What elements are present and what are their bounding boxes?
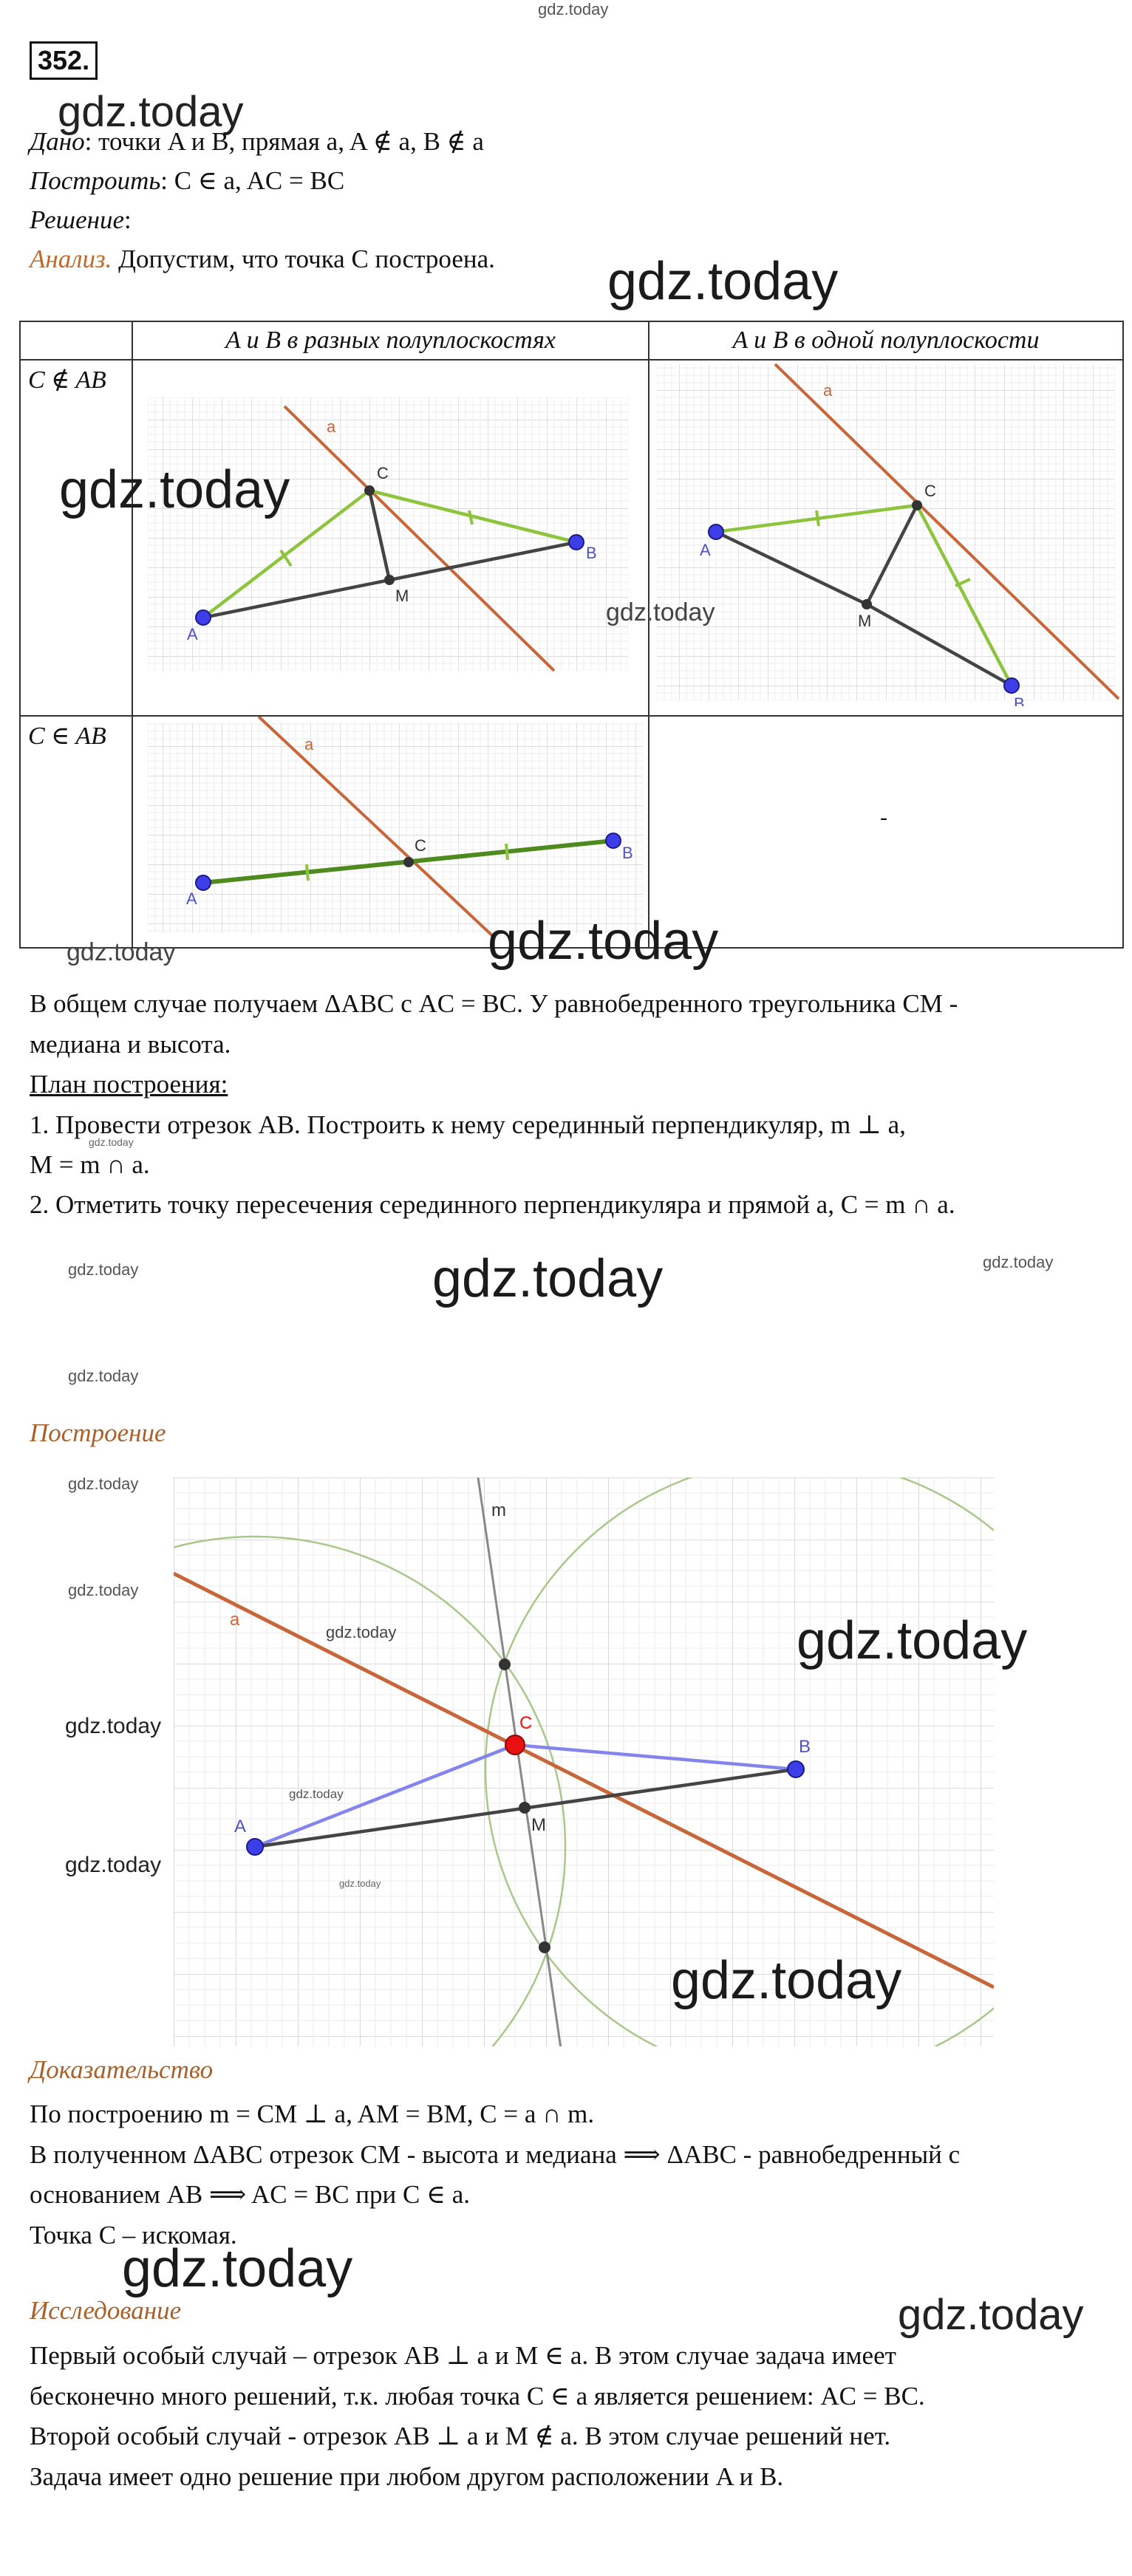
circle-intersection-bottom <box>539 1941 550 1953</box>
label-a-line: a <box>823 381 833 400</box>
watermark: gdz.today <box>607 252 839 311</box>
solution-colon: : <box>124 205 132 234</box>
watermark: gdz.today <box>339 1878 381 1889</box>
cell-same-halfplane <box>649 360 1123 716</box>
label-b: B <box>799 1737 811 1757</box>
proof-title: Доказательство <box>30 2055 214 2084</box>
watermark: gdz.today <box>983 1253 1054 1271</box>
plan-step2: 2. Отметить точку пересечения серединного перпендикуляра и прямой a, C = m ∩ a. <box>30 1190 955 1219</box>
point-m <box>384 575 395 585</box>
proof-line1: По построению m = CM ⊥ a, AM = BM, C = a ∩ m. <box>30 2100 595 2128</box>
empty-cell-mark: - <box>880 805 887 830</box>
construction-title: Построение <box>30 1418 166 1447</box>
construct-label: Построить <box>30 166 161 195</box>
label-m: M <box>395 587 409 605</box>
research-title: Исследование <box>30 2296 182 2325</box>
label-a-line: a <box>230 1610 240 1630</box>
point-a <box>196 610 211 625</box>
analysis-label: Анализ. <box>30 245 112 273</box>
given-label: Дано <box>30 127 85 156</box>
cell-diff-halfplanes <box>132 360 649 716</box>
label-b: B <box>622 844 633 862</box>
research-line1: Первый особый случай – отрезок AB ⊥ a и M ∈ a. В этом случае задача имеет <box>30 2341 896 2370</box>
tick-ac <box>307 864 308 881</box>
label-a: A <box>186 889 197 908</box>
label-a-line: a <box>304 735 314 754</box>
general-case-line1: В общем случае получаем ΔABC с AC = BC. У равнобедренного треугольника CM - <box>30 989 958 1018</box>
watermark: gdz.today <box>432 1249 664 1308</box>
label-a: A <box>234 1817 247 1837</box>
diagram-different-halfplanes <box>133 361 648 706</box>
solution-label: Решение <box>30 205 125 234</box>
label-b: B <box>1014 694 1025 706</box>
point-a <box>196 875 211 890</box>
label-a: A <box>700 541 711 559</box>
analysis-text: Допустим, что точка C построена. <box>112 245 495 273</box>
point-b <box>569 535 584 550</box>
general-case-line2: медиана и высота. <box>30 1030 231 1059</box>
label-c: C <box>924 482 936 500</box>
table-header-same: A и B в одной полуплоскости <box>649 321 1123 360</box>
watermark: gdz.today <box>289 1787 344 1801</box>
plan-step1-line1: 1. Провести отрезок AB. Построить к нему серединный перпендикуляр, m ⊥ a, <box>30 1110 906 1139</box>
proof-line2: В полученном ΔABC отрезок CM - высота и медиана ⟹ ΔABC - равнобедренный с <box>30 2140 961 2169</box>
construct-text: : C ∈ a, AC = BC <box>160 166 345 195</box>
point-c <box>403 857 414 867</box>
watermark: gdz.today <box>68 1367 139 1385</box>
table-corner <box>20 321 132 360</box>
watermark: gdz.today <box>122 2239 353 2298</box>
watermark: gdz.today <box>797 1611 1028 1670</box>
diagram-same-halfplane <box>649 361 1122 706</box>
point-m <box>862 599 872 609</box>
watermark: gdz.today <box>606 598 715 626</box>
watermark: gdz.today <box>89 1136 134 1148</box>
proof-line3: основанием AB ⟹ AC = BC при C ∈ a. <box>30 2180 471 2209</box>
point-b <box>606 833 621 848</box>
point-a <box>709 525 723 539</box>
given-line <box>30 122 484 162</box>
label-a: A <box>187 625 198 643</box>
label-b: B <box>586 544 597 562</box>
label-c: C <box>415 836 426 855</box>
point-b <box>1004 678 1019 693</box>
research-line2: бесконечно много решений, т.к. любая точка C ∈ a является решением: AC = BC. <box>30 2382 925 2411</box>
watermark: gdz.today <box>68 1581 139 1599</box>
watermark: gdz.today <box>58 88 244 136</box>
research-line4: Задача имеет одно решение при любом другом расположении A и B. <box>30 2462 784 2491</box>
row-label-on-ab: C ∈ AB <box>20 716 132 948</box>
cell-empty <box>649 716 1123 948</box>
plan-title: План построения: <box>30 1070 228 1099</box>
point-c <box>912 500 922 510</box>
point-m <box>519 1802 531 1814</box>
construct-line <box>30 161 344 201</box>
proof-line4: Точка C – искомая. <box>30 2221 237 2249</box>
label-c: C <box>519 1713 533 1733</box>
watermark: gdz.today <box>671 1951 902 2010</box>
diagram-c-on-ab <box>133 717 648 938</box>
watermark: gdz.today <box>326 1623 397 1641</box>
analysis-line <box>30 239 495 279</box>
top-watermark: gdz.today <box>538 0 609 18</box>
point-c <box>505 1735 525 1755</box>
circle-intersection-top <box>499 1658 511 1670</box>
watermark: gdz.today <box>68 1260 139 1279</box>
watermark: gdz.today <box>59 460 290 519</box>
given-text: : точки A и B, прямая a, A ∉ a, B ∉ a <box>84 127 484 156</box>
label-m: M <box>531 1815 546 1835</box>
watermark: gdz.today <box>898 2291 1084 2339</box>
task-number: 352. <box>30 41 98 80</box>
point-c <box>364 485 375 496</box>
cases-table <box>19 321 1124 949</box>
watermark: gdz.today <box>488 912 719 971</box>
label-m: M <box>858 612 872 630</box>
watermark: gdz.today <box>68 1475 139 1493</box>
table-header-different: A и B в разных полуплоскостях <box>132 321 649 360</box>
research-line3: Второй особый случай - отрезок AB ⊥ a и M ∉ a. В этом случае решений нет. <box>30 2422 891 2450</box>
solution-line <box>30 200 132 240</box>
watermark: gdz.today <box>65 1714 162 1738</box>
watermark: gdz.today <box>67 938 176 966</box>
plan-step1-line2: M = m ∩ a. <box>30 1150 150 1179</box>
label-a-line: a <box>327 417 336 436</box>
tick-cb <box>506 844 508 860</box>
point-b <box>788 1761 804 1777</box>
label-m-line: m <box>491 1500 506 1520</box>
point-a <box>247 1839 263 1855</box>
label-c: C <box>377 464 389 482</box>
watermark: gdz.today <box>65 1853 162 1877</box>
row-label-not-on-ab: C ∉ AB <box>20 360 132 716</box>
